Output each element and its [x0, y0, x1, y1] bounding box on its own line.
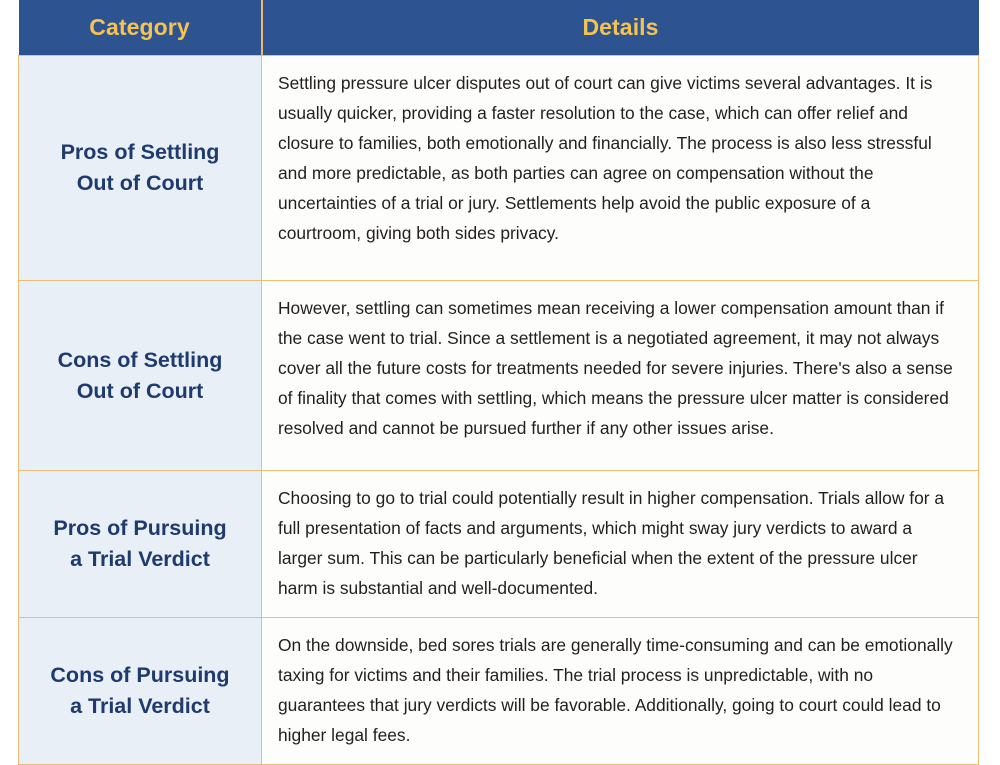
- row-category-cell: [19, 471, 262, 618]
- row-category-label-line1: Pros of Pursuing: [53, 516, 227, 541]
- row-category-cell: [19, 617, 262, 764]
- row-category-cell: [19, 281, 262, 471]
- pros-cons-table-container: [18, 0, 978, 746]
- row-details-cell: [262, 617, 979, 764]
- column-header-category: Category: [19, 0, 262, 56]
- row-details-text: Choosing to go to trial could potentially result in higher compensation. Trials allow for a full presentation of facts and arguments, which might sway jury verdicts to award a larger sum. This can be particularly beneficial when the extent of the pressure ulcer harm is substantial and well-documented.: [278, 488, 945, 598]
- pros-cons-table: [18, 0, 979, 765]
- table-row: [19, 617, 979, 764]
- row-details-text: However, settling can sometimes mean receiving a lower compensation amount than if the case went to trial. Since a settlement is a negotiated agreement, it may not always cover all the future costs for treatments needed for severe injuries. There's also a sense of finality that comes with settling, which means the pressure ulcer matter is considered resolved and cannot be pursued further if any other issues arise.: [278, 298, 953, 438]
- row-category-label-line1: Pros of Settling: [60, 140, 220, 165]
- row-details-cell: [262, 281, 979, 471]
- row-category-label-line2: Out of Court: [76, 378, 204, 403]
- table-header: [19, 0, 979, 56]
- table-header-row: [19, 0, 979, 56]
- row-category-label-line1: Cons of Settling: [57, 347, 223, 372]
- column-header-details: Details: [262, 0, 979, 56]
- row-category-label-line2: a Trial Verdict: [70, 693, 210, 718]
- table-body: [19, 56, 979, 765]
- row-details-text: Settling pressure ulcer disputes out of court can give victims several advantages. It is usually quicker, providing a faster resolution to the case, which can offer relief and closure to families, both emotionally and financially. The process is also less stressful and more predictable, as both parties can agree on compensation without the uncertainties of a trial or jury. Settlements help avoid the public exposure of a courtroom, giving both sides privacy.: [278, 73, 933, 243]
- row-details-cell: [262, 471, 979, 618]
- table-row: [19, 56, 979, 281]
- row-details-text: On the downside, bed sores trials are generally time-consuming and can be emotionally taxing for victims and their families. The trial process is unpredictable, with no guarantees that jury verdicts will be favorable. Additionally, going to court could lead to higher legal fees.: [278, 634, 953, 745]
- row-category-label-line2: Out of Court: [76, 171, 204, 195]
- table-row: [19, 471, 979, 618]
- row-category-cell: [19, 56, 262, 281]
- row-details-cell: [262, 56, 979, 281]
- row-category-label-line2: a Trial Verdict: [70, 546, 210, 571]
- table-row: [19, 281, 979, 471]
- row-category-label-line1: Cons of Pursuing: [50, 663, 230, 688]
